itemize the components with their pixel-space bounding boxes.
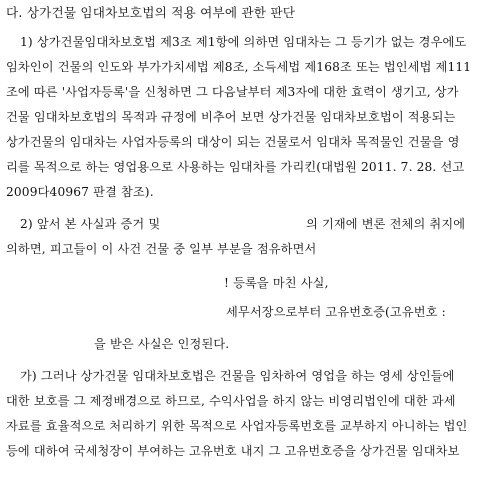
paragraph-line: 등에 대하여 국세청장이 부여하는 고유번호 내지 그 고유번호증을 상가건물 임대차보 [6,444,460,458]
paragraph-line: 조에 따른 '사업자등록'을 신청하면 그 다음날부터 제3자에 대한 효력이 생기고, 상가 [6,85,459,99]
paragraph-line: 상가건물의 임대차는 사업자등록의 대상이 되는 건물로서 임대차 목적물인 건물을 영 [6,135,460,149]
paragraph-line: 세무서장으로부터 고유번호증(고유번호 : [226,305,446,319]
paragraph-line: 임차인이 건물의 인도와 부가가치세법 제8조, 소득세법 제168조 또는 법인세법 제111 [6,60,472,74]
paragraph-line: 가) 그러나 상가건물 임대차보호법은 건물을 임차하여 영업을 하는 영세 상인들에 [20,369,455,383]
paragraph-line: 자료를 효율적으로 처리하기 위한 목적으로 사업자등록번호를 교부하지 아니하는 법인 [6,419,468,433]
paragraph-line: 리를 목적으로 하는 영업용으로 사용하는 임대차를 가리킨(대법원 2011. 7. 28. 선고 [6,160,465,174]
paragraph-line: 2009다40967 판결 참조). [6,185,154,199]
paragraph-line: 건물 임대차보호법의 목적과 규정에 비추어 보면 상가건물 임대차보호법이 적용되는 [6,110,456,124]
paragraph-line: ! 등록을 마친 사실, [224,276,329,290]
paragraph-line: 1) 상가건물임대차보호법 제3조 제1항에 의하면 임대차는 그 등기가 없는 경우에도 [20,35,467,49]
section-heading: 다. 상가건물 임대차보호법의 적용 여부에 관한 판단 [6,5,296,20]
paragraph-line: 2) 앞서 본 사실과 증거 및 [20,217,161,231]
paragraph-line: 을 받은 사실은 인정된다. [94,337,230,351]
paragraph-line: 대한 보호를 그 제정배경으로 하므로, 수익사업을 하지 않는 비영리법인에 대한 과세 [6,394,456,408]
paragraph-line: 의하면, 피고들이 이 사건 건물 중 일부 부분을 점유하면서 [6,242,317,256]
paragraph-line: 의 기재에 변론 전체의 취지에 [306,217,466,231]
